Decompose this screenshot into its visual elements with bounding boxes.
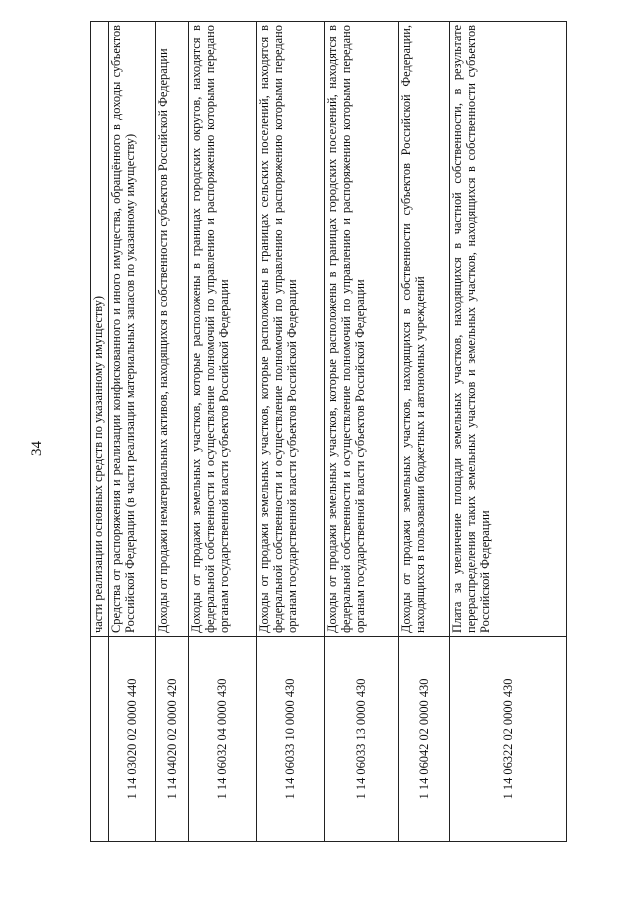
- table-row: [91, 22, 109, 842]
- table-row: [399, 22, 450, 842]
- table-row: [189, 22, 257, 842]
- table-row: [109, 22, 156, 842]
- table-row: [156, 22, 189, 842]
- description-cell: Средства от распоряжения и реализации конфискованного и иного имущества, обращённого в доходы субъектов Российской Федерации (в части реализации материальных запасов по указанному имуществу): [109, 22, 156, 637]
- revenue-codes-table: [90, 21, 567, 842]
- description-cell: Доходы от продажи земельных участков, которые расположены в границах сельских поселений, находятся в федеральной собственности и осуществление полномочий по управлению и распоряжению которыми передано органам государственной власти субъектов Российской Федерации: [257, 22, 325, 637]
- table-row: [325, 22, 399, 842]
- table-row: [450, 22, 567, 842]
- description-cell: части реализации основных средств по указанному имуществу): [91, 22, 109, 637]
- code-cell: 1 14 06322 02 0000 430: [450, 637, 567, 842]
- description-cell: Доходы от продажи земельных участков, находящихся в собственности субъектов Российской Федерации, находящихся в пользовании бюджетных и автономных учреждений: [399, 22, 450, 637]
- code-cell: 1 14 06032 04 0000 430: [189, 637, 257, 842]
- code-cell: 1 14 03020 02 0000 440: [109, 637, 156, 842]
- rotated-table-container: [90, 22, 566, 842]
- description-cell: Доходы от продажи земельных участков, которые расположены в границах городских поселений, находятся в федеральной собственности и осуществление полномочий по управлению и распоряжению которыми передано органам государственной власти субъектов Российской Федерации: [325, 22, 399, 637]
- code-cell: 1 14 06042 02 0000 430: [399, 637, 450, 842]
- page-number: 34: [29, 441, 45, 456]
- table-frame: [90, 22, 566, 842]
- code-cell: 1 14 06033 13 0000 430: [325, 637, 399, 842]
- code-cell: 1 14 04020 02 0000 420: [156, 637, 189, 842]
- code-cell: 1 14 06033 10 0000 430: [257, 637, 325, 842]
- description-cell: Доходы от продажи земельных участков, которые расположены в границах городских округов, находятся в федеральной собственности и осуществление полномочий по управлению и распоряжению которыми передано органам государственной власти субъектов Российской Федерации: [189, 22, 257, 637]
- code-cell: [91, 637, 109, 842]
- description-cell: Доходы от продажи нематериальных активов, находящихся в собственности субъектов Российской Федерации: [156, 22, 189, 637]
- description-cell: Плата за увеличение площади земельных участков, находящихся в частной собственности, в результате перераспределения таких земельных участков и земельных участков, находящихся в собственности субъектов Российской Федерации: [450, 22, 567, 637]
- table-row: [257, 22, 325, 842]
